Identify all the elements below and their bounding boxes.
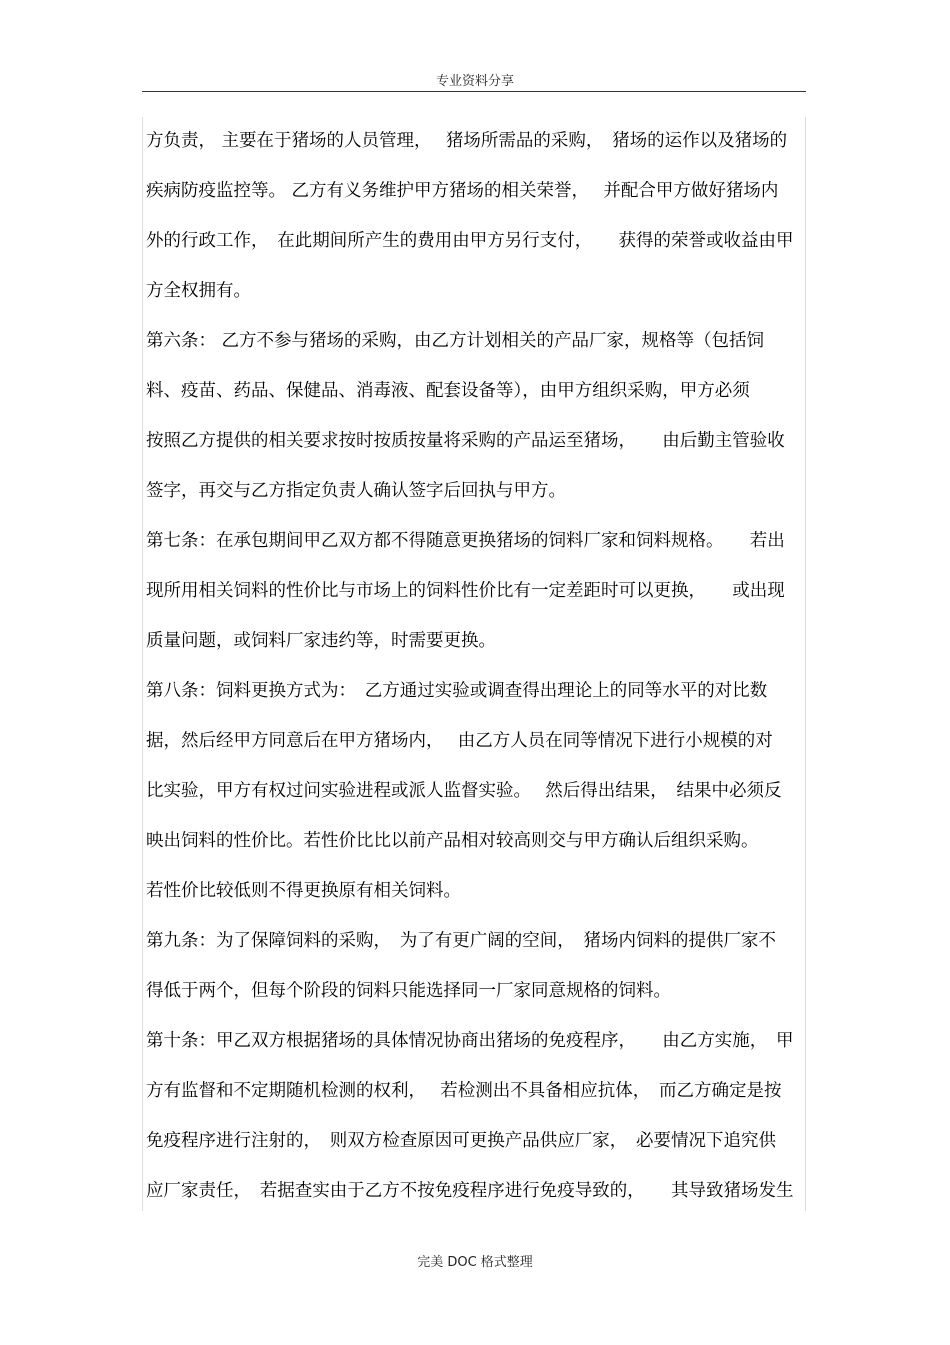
body-line: 质量问题，或饲料厂家违约等，时需要更换。 xyxy=(146,631,496,651)
body-line: 外的行政工作， 在此期间所产生的费用由甲方另行支付， 获得的荣誉或收益由甲 xyxy=(146,231,794,251)
body-line: 比实验，甲方有权过问实验进程或派人监督实验。 然后得出结果， 结果中必须反 xyxy=(146,781,782,801)
body-line: 按照乙方提供的相关要求按时按质按量将采购的产品运至猪场， 由后勤主管验收 xyxy=(146,431,785,451)
body-line: 映出饲料的性价比。若性价比比以前产品相对较高则交与甲方确认后组织采购。 xyxy=(146,831,759,851)
body-line: 现所用相关饲料的性价比与市场上的饲料性价比有一定差距时可以更换， 或出现 xyxy=(146,581,785,601)
body-line: 签字，再交与乙方指定负责人确认签字后回执与甲方。 xyxy=(146,481,566,501)
body-line: 第九条：为了保障饲料的采购， 为了有更广阔的空间， 猪场内饲料的提供厂家不 xyxy=(146,931,776,951)
header-divider xyxy=(142,91,806,92)
body-line: 料、疫苗、药品、保健品、消毒液、配套设备等），由甲方组织采购，甲方必须 xyxy=(146,381,750,401)
body-line: 方负责， 主要在于猪场的人员管理， 猪场所需品的采购， 猪场的运作以及猪场的 xyxy=(146,131,788,151)
body-line: 免疫程序进行注射的， 则双方检查原因可更换产品供应厂家， 必要情况下追究供 xyxy=(146,1131,776,1151)
body-line: 应厂家责任， 若据查实由于乙方不按免疫程序进行免疫导致的， 其导致猪场发生 xyxy=(146,1181,794,1201)
body-line: 据，然后经甲方同意后在甲方猪场内， 由乙方人员在同等情况下进行小规模的对 xyxy=(146,731,773,751)
body-line: 第七条：在承包期间甲乙双方都不得随意更换猪场的饲料厂家和饲料规格。 若出 xyxy=(146,531,785,551)
body-line: 得低于两个，但每个阶段的饲料只能选择同一厂家同意规格的饲料。 xyxy=(146,981,671,1001)
body-line: 若性价比较低则不得更换原有相关饲料。 xyxy=(146,881,461,901)
body-line: 方全权拥有。 xyxy=(146,281,251,301)
body-line: 疾病防疫监控等。 乙方有义务维护甲方猪场的相关荣誉， 并配合甲方做好猪场内 xyxy=(146,181,779,201)
body-line: 方有监督和不定期随机检测的权利， 若检测出不具备相应抗体， 而乙方确定是按 xyxy=(146,1081,782,1101)
body-line: 第八条：饲料更换方式为： 乙方通过实验或调查得出理论上的同等水平的对比数 xyxy=(146,681,768,701)
page-header-title: 专业资料分享 xyxy=(435,74,514,89)
page-footer: 完美 DOC 格式整理 xyxy=(417,1255,533,1270)
body-line: 第十条：甲乙双方根据猪场的具体情况协商出猪场的免疫程序， 由乙方实施， 甲 xyxy=(146,1031,794,1051)
body-line: 第六条： 乙方不参与猪场的采购，由乙方计划相关的产品厂家，规格等（包括饲 xyxy=(146,331,765,351)
